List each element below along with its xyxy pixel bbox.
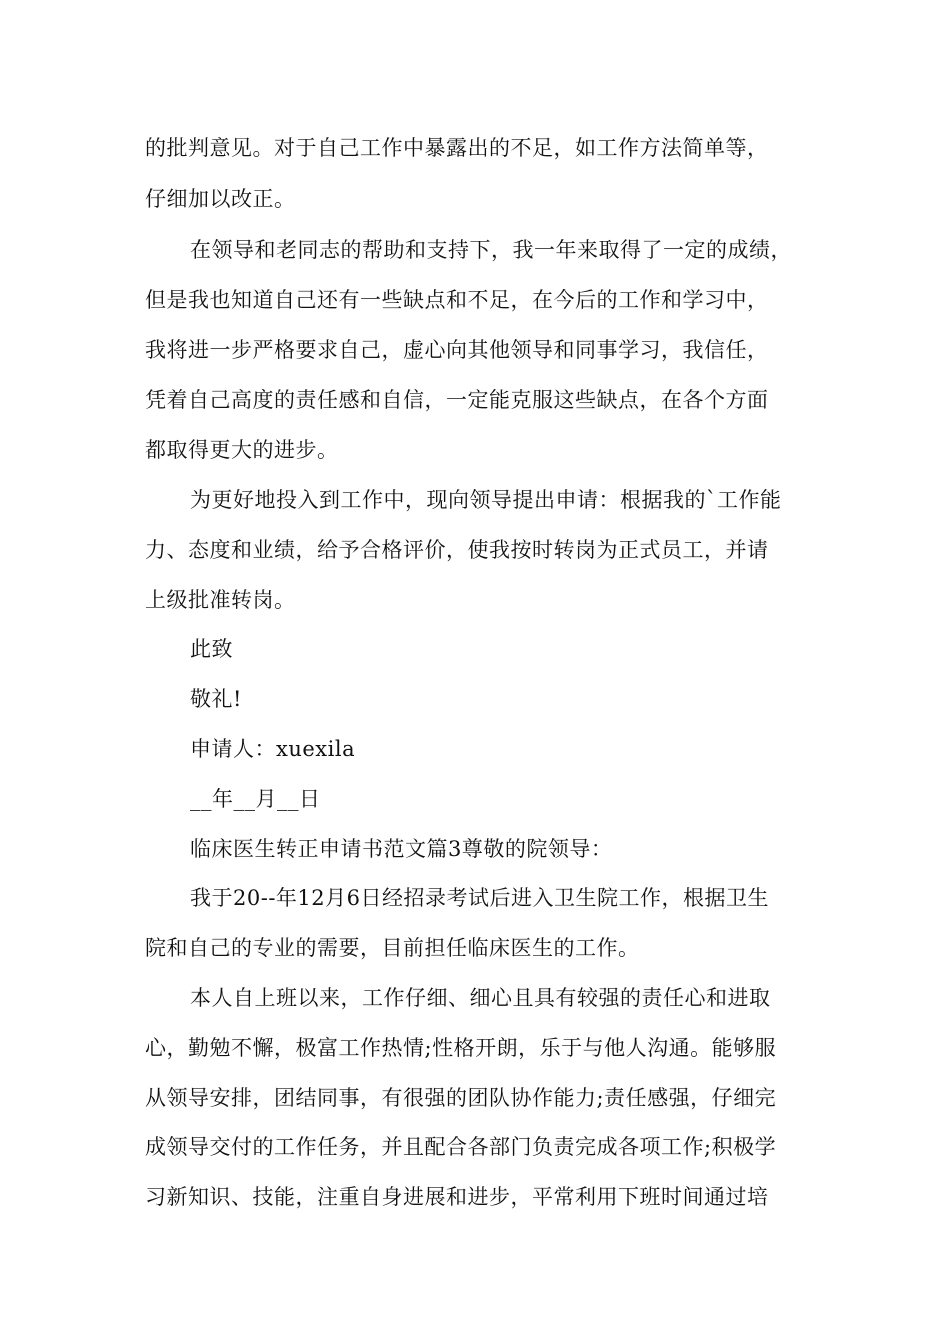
- paragraph-start-line: 在领导和老同志的帮助和支持下，我一年来取得了一定的成绩，: [190, 238, 792, 262]
- text-line: 从领导安排，团结同事，有很强的团队协作能力;责任感强，仔细完: [145, 1086, 777, 1110]
- text-line: 但是我也知道自己还有一些缺点和不足，在今后的工作和学习中，: [145, 288, 769, 312]
- text-line: 院和自己的专业的需要，目前担任临床医生的工作。: [145, 936, 640, 960]
- text-line: 的批判意见。对于自己工作中暴露出的不足，如工作方法简单等，: [145, 136, 769, 160]
- paragraph-start-line: 为更好地投入到工作中，现向领导提出申请：根据我的`工作能: [190, 488, 782, 512]
- text-line: 力、态度和业绩，给予合格评价，使我按时转岗为正式员工，并请: [145, 538, 769, 562]
- text-line: 凭着自己高度的责任感和自信，一定能克服这些缺点，在各个方面: [145, 388, 769, 412]
- date-line: __年__月__日: [190, 787, 321, 811]
- paragraph-start-line: 本人自上班以来，工作仔细、细心且具有较强的责任心和进取: [190, 986, 771, 1010]
- closing-line: 此致: [190, 637, 233, 661]
- text-line: 我将进一步严格要求自己，虚心向其他领导和同事学习，我信任，: [145, 338, 769, 362]
- text-line: 上级批准转岗。: [145, 588, 296, 612]
- text-line: 成领导交付的工作任务，并且配合各部门负责完成各项工作;积极学: [145, 1135, 777, 1159]
- paragraph-start-line: 我于20--年12月6日经招录考试后进入卫生院工作，根据卫生: [190, 886, 769, 910]
- text-line: 仔细加以改正。: [145, 187, 296, 211]
- text-line: 习新知识、技能，注重自身进展和进步，平常利用下班时间通过培: [145, 1185, 769, 1209]
- salutation-line: 敬礼!: [190, 687, 242, 711]
- text-line: 都取得更大的进步。: [145, 438, 339, 462]
- section-heading: 临床医生转正申请书范文篇3尊敬的院领导：: [190, 837, 613, 861]
- text-line: 心，勤勉不懈，极富工作热情;性格开朗，乐于与他人沟通。能够服: [145, 1036, 777, 1060]
- applicant-line: 申请人：xuexila: [190, 737, 356, 761]
